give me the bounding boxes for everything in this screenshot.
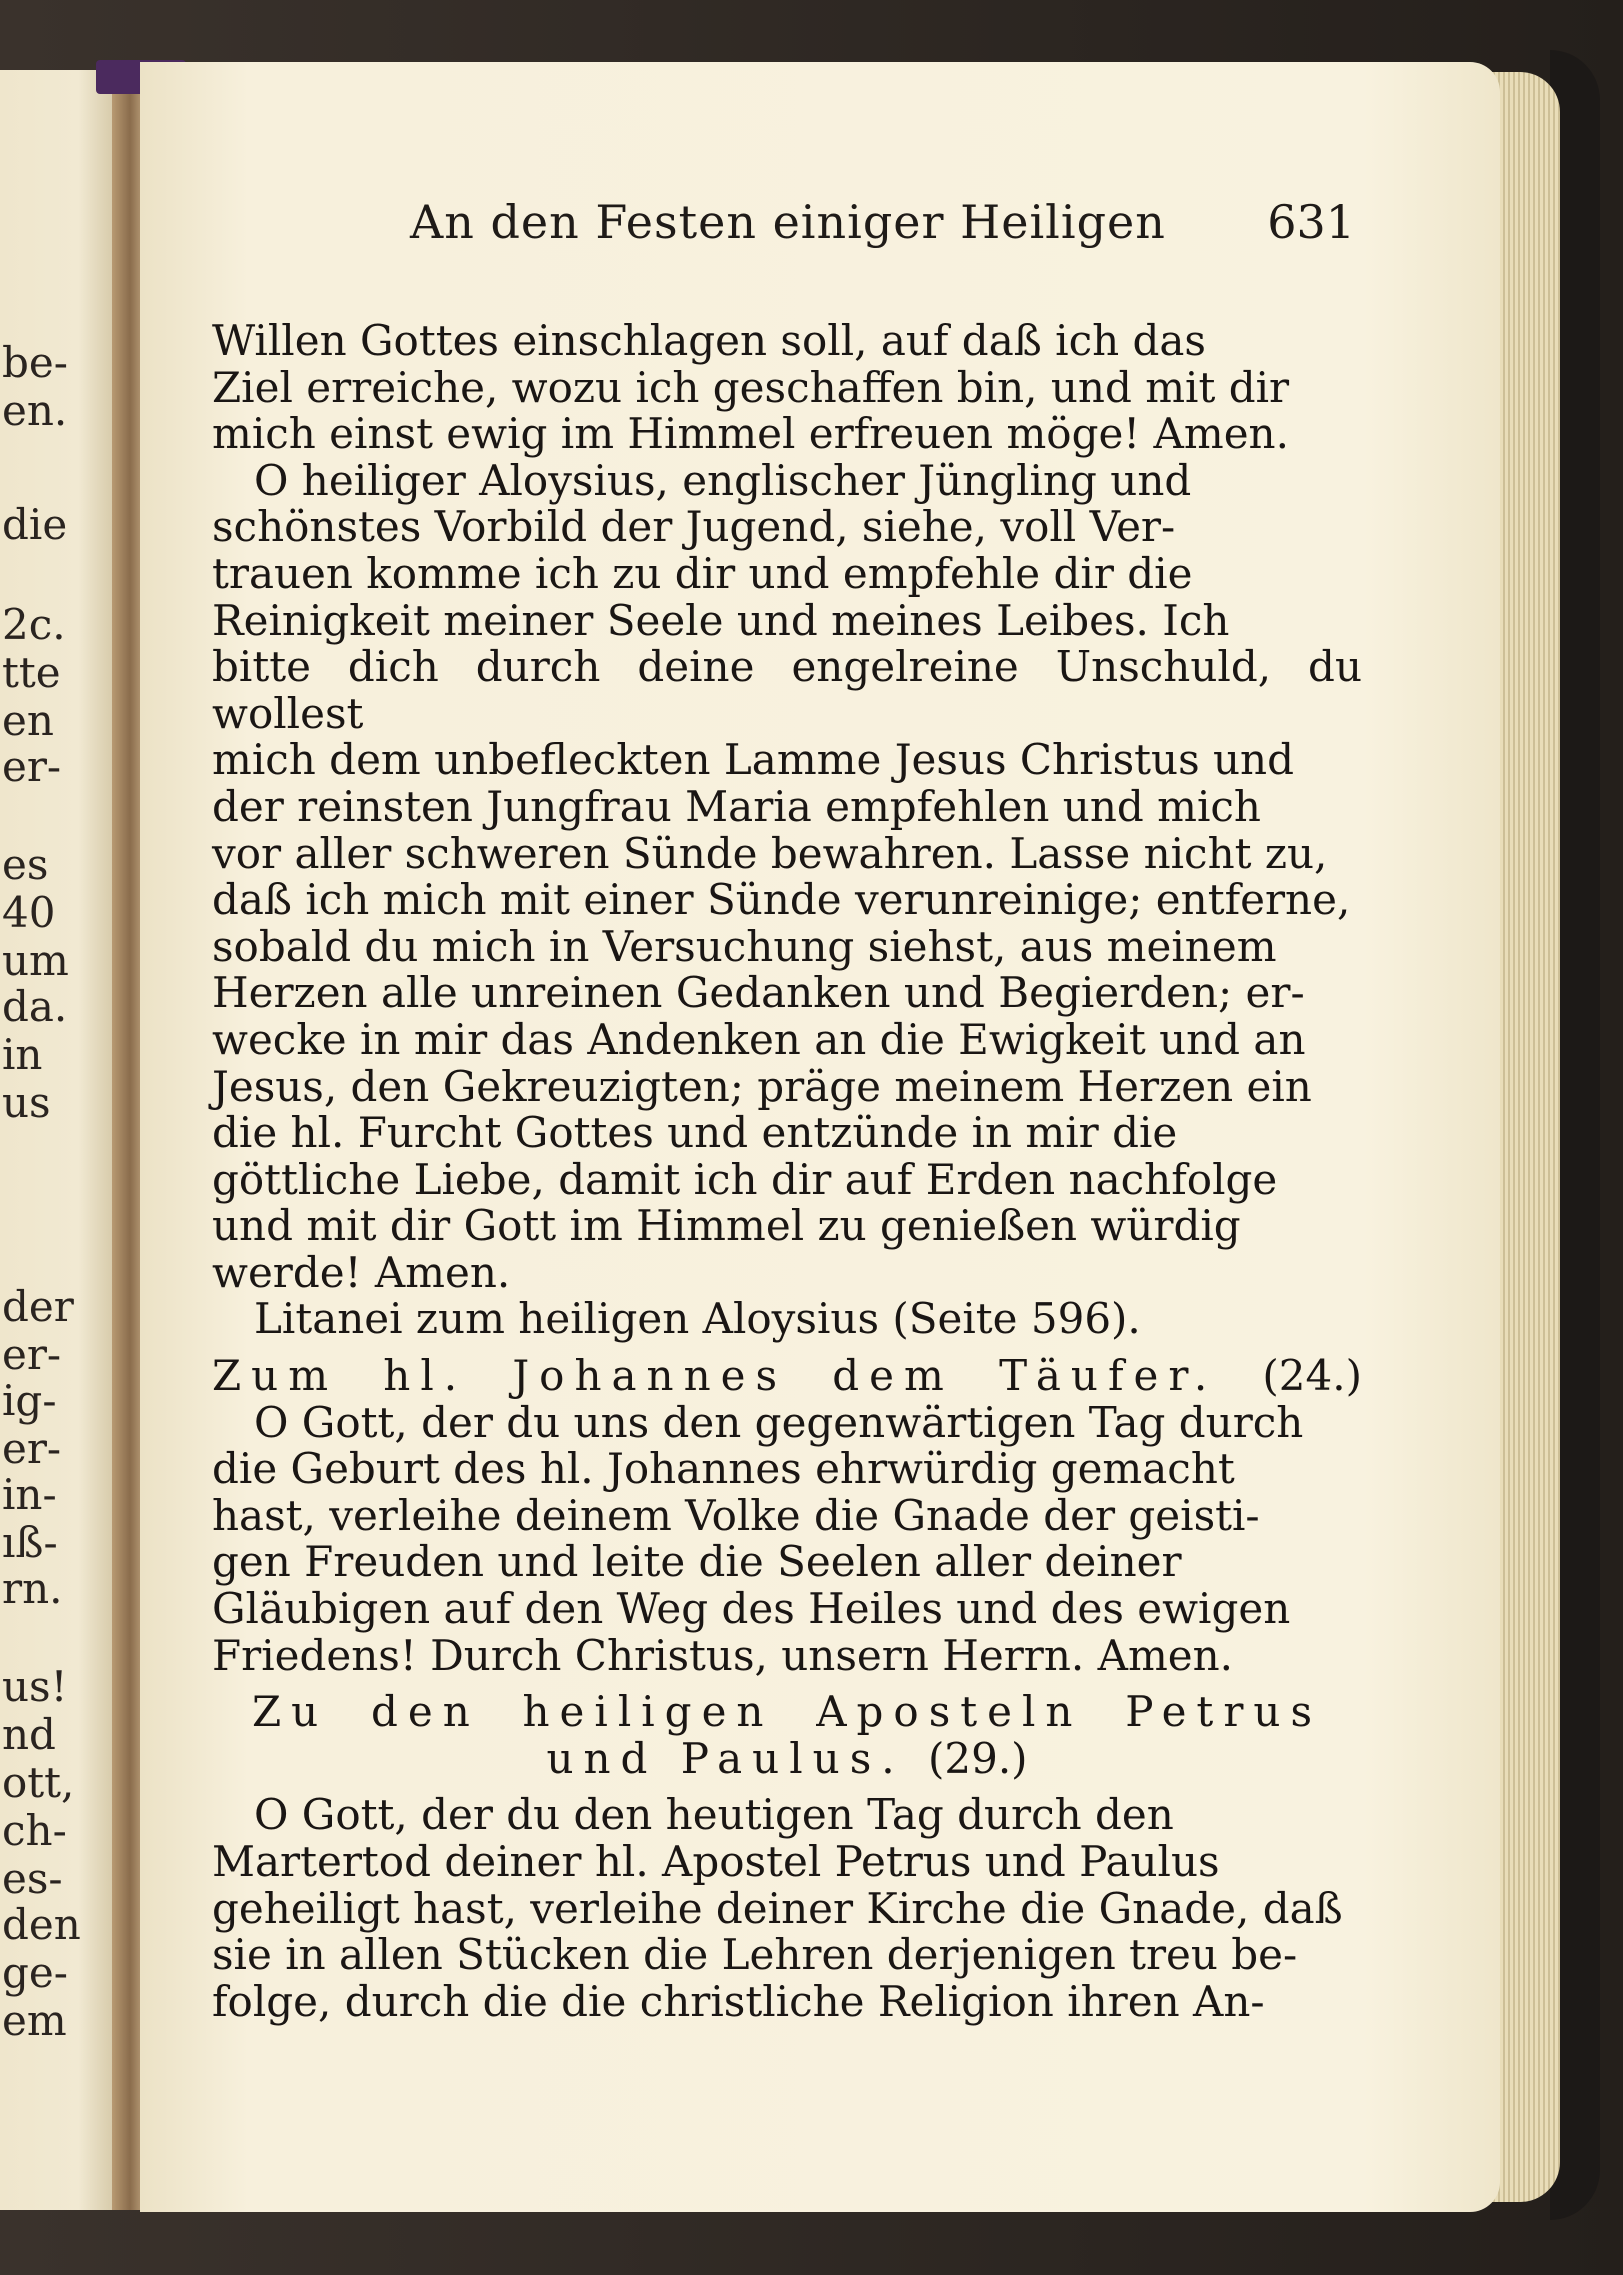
text-line: Martertod deiner hl. Apostel Petrus und Paulus xyxy=(212,1837,1220,1886)
text-line: Litanei zum heiligen Aloysius (Seite 596). xyxy=(254,1294,1141,1344)
text-line: Reinigkeit meiner Seele und meines Leibes. Ich xyxy=(212,595,1230,645)
page-body xyxy=(212,318,1362,2025)
text-line: gen Freuden und leite die Seelen aller deiner xyxy=(212,1537,1182,1587)
left-fragment: ge- xyxy=(2,1948,68,1997)
left-fragment: ott, xyxy=(2,1758,75,1807)
left-fragment: in xyxy=(2,1030,43,1079)
text-line: O Gott, der du uns den gegenwärtigen Tag durch xyxy=(254,1397,1304,1447)
section-number: (29.) xyxy=(927,1733,1028,1783)
section-title-apostles: Zu den heiligen Aposteln Petrus xyxy=(252,1687,1322,1737)
text-line: hast, verleihe deinem Volke die Gnade der geisti- xyxy=(212,1490,1260,1540)
text-line: Gläubigen auf den Weg des Heiles und des ewigen xyxy=(212,1584,1291,1634)
left-fragment: den xyxy=(2,1900,81,1949)
left-fragment: em xyxy=(2,1996,67,2045)
text-line: Ziel erreiche, wozu ich geschaffen bin, und mit dir xyxy=(212,362,1290,412)
text-line: O Gott, der du den heutigen Tag durch den xyxy=(254,1790,1174,1840)
left-fragment: ıß- xyxy=(2,1518,58,1567)
text-line: sobald du mich in Versuchung siehst, aus meinem xyxy=(212,921,1277,971)
left-fragment: in- xyxy=(2,1470,57,1519)
text-line: geheiligt hast, verleihe deiner Kirche die Gnade, daß xyxy=(212,1883,1343,1933)
left-fragment: en xyxy=(2,696,54,745)
text-line: sie in allen Stücken die Lehren derjenigen treu be- xyxy=(212,1930,1298,1980)
text-line: die hl. Furcht Gottes und entzünde in mir die xyxy=(212,1108,1178,1158)
text-line: mich einst ewig im Himmel erfreuen möge! Amen. xyxy=(212,409,1289,459)
left-fragment: die xyxy=(2,500,68,549)
left-fragment: nd xyxy=(2,1710,56,1759)
page-header xyxy=(410,195,1355,265)
left-fragment: er- xyxy=(2,742,62,791)
page-number: 631 xyxy=(1267,195,1355,249)
left-fragment: en. xyxy=(2,386,68,435)
paragraph-johannes-prayer xyxy=(212,1397,1362,1680)
text-line: Herzen alle unreinen Gedanken und Begierden; er- xyxy=(212,968,1305,1018)
section-title-text: und Paulus. xyxy=(546,1733,905,1783)
section-title-text: Zum hl. Johannes dem Täufer. xyxy=(212,1351,1218,1401)
litany-reference xyxy=(212,1296,1362,1343)
text-line: göttliche Liebe, damit ich dir auf Erden nachfolge xyxy=(212,1154,1278,1204)
section-number: (24.) xyxy=(1262,1351,1362,1401)
text-line: O heiliger Aloysius, englischer Jüngling und xyxy=(254,455,1192,505)
text-line: bitte dich durch deine engelreine Unschuld, du wollest xyxy=(212,642,1362,738)
text-line: wecke in mir das Andenken an die Ewigkeit und an xyxy=(212,1014,1306,1064)
left-fragment: us! xyxy=(2,1662,68,1711)
text-line: mich dem unbefleckten Lamme Jesus Christus und xyxy=(212,735,1294,785)
text-line: Willen Gottes einschlagen soll, auf daß ich das xyxy=(212,316,1206,365)
left-fragment: ch- xyxy=(2,1806,67,1855)
left-fragment: ig- xyxy=(2,1376,57,1425)
left-fragment: us xyxy=(2,1078,51,1127)
section-title-johannes xyxy=(212,1353,1362,1400)
left-fragment: es- xyxy=(2,1854,63,1903)
page-stack-edge xyxy=(1490,72,1560,2202)
text-line: Jesus, den Gekreuzigten; präge meinem Herzen ein xyxy=(212,1061,1312,1111)
section-title-apostles-line2 xyxy=(212,1733,1362,1783)
paragraph-continued xyxy=(212,318,1362,458)
text-line: werde! Amen. xyxy=(212,1247,511,1297)
left-fragment: tte xyxy=(2,648,61,697)
left-fragment: rn. xyxy=(2,1564,63,1613)
left-fragment: um xyxy=(2,936,69,985)
left-fragment: da. xyxy=(2,982,68,1031)
text-line: trauen komme ich zu dir und empfehle dir die xyxy=(212,548,1193,598)
text-line: daß ich mich mit einer Sünde verunreinige; entferne, xyxy=(212,875,1351,925)
left-page-edge xyxy=(0,70,112,2210)
text-line: folge, durch die die christliche Religion ihren An- xyxy=(212,1976,1265,2026)
text-line: der reinsten Jungfrau Maria empfehlen und mich xyxy=(212,781,1261,831)
left-fragment: er- xyxy=(2,1330,62,1379)
text-line: schönstes Vorbild der Jugend, siehe, voll Ver- xyxy=(212,502,1176,552)
left-fragment: be- xyxy=(2,338,68,387)
text-line: vor aller schweren Sünde bewahren. Lasse nicht zu, xyxy=(212,828,1328,878)
left-fragment: der xyxy=(2,1282,74,1331)
text-line: und mit dir Gott im Himmel zu genießen würdig xyxy=(212,1201,1241,1251)
text-line: Friedens! Durch Christus, unsern Herrn. Amen. xyxy=(212,1630,1234,1680)
left-fragment: 2c. xyxy=(2,600,66,649)
left-fragment: 40 xyxy=(2,888,56,937)
left-fragment: er- xyxy=(2,1424,62,1473)
paragraph-apostles-prayer xyxy=(212,1792,1362,2025)
text-line: die Geburt des hl. Johannes ehrwürdig gemacht xyxy=(212,1444,1235,1494)
running-head: An den Festen einiger Heiligen xyxy=(410,195,1166,249)
left-fragment: es xyxy=(2,840,49,889)
paragraph-aloysius-prayer xyxy=(212,455,1362,1297)
